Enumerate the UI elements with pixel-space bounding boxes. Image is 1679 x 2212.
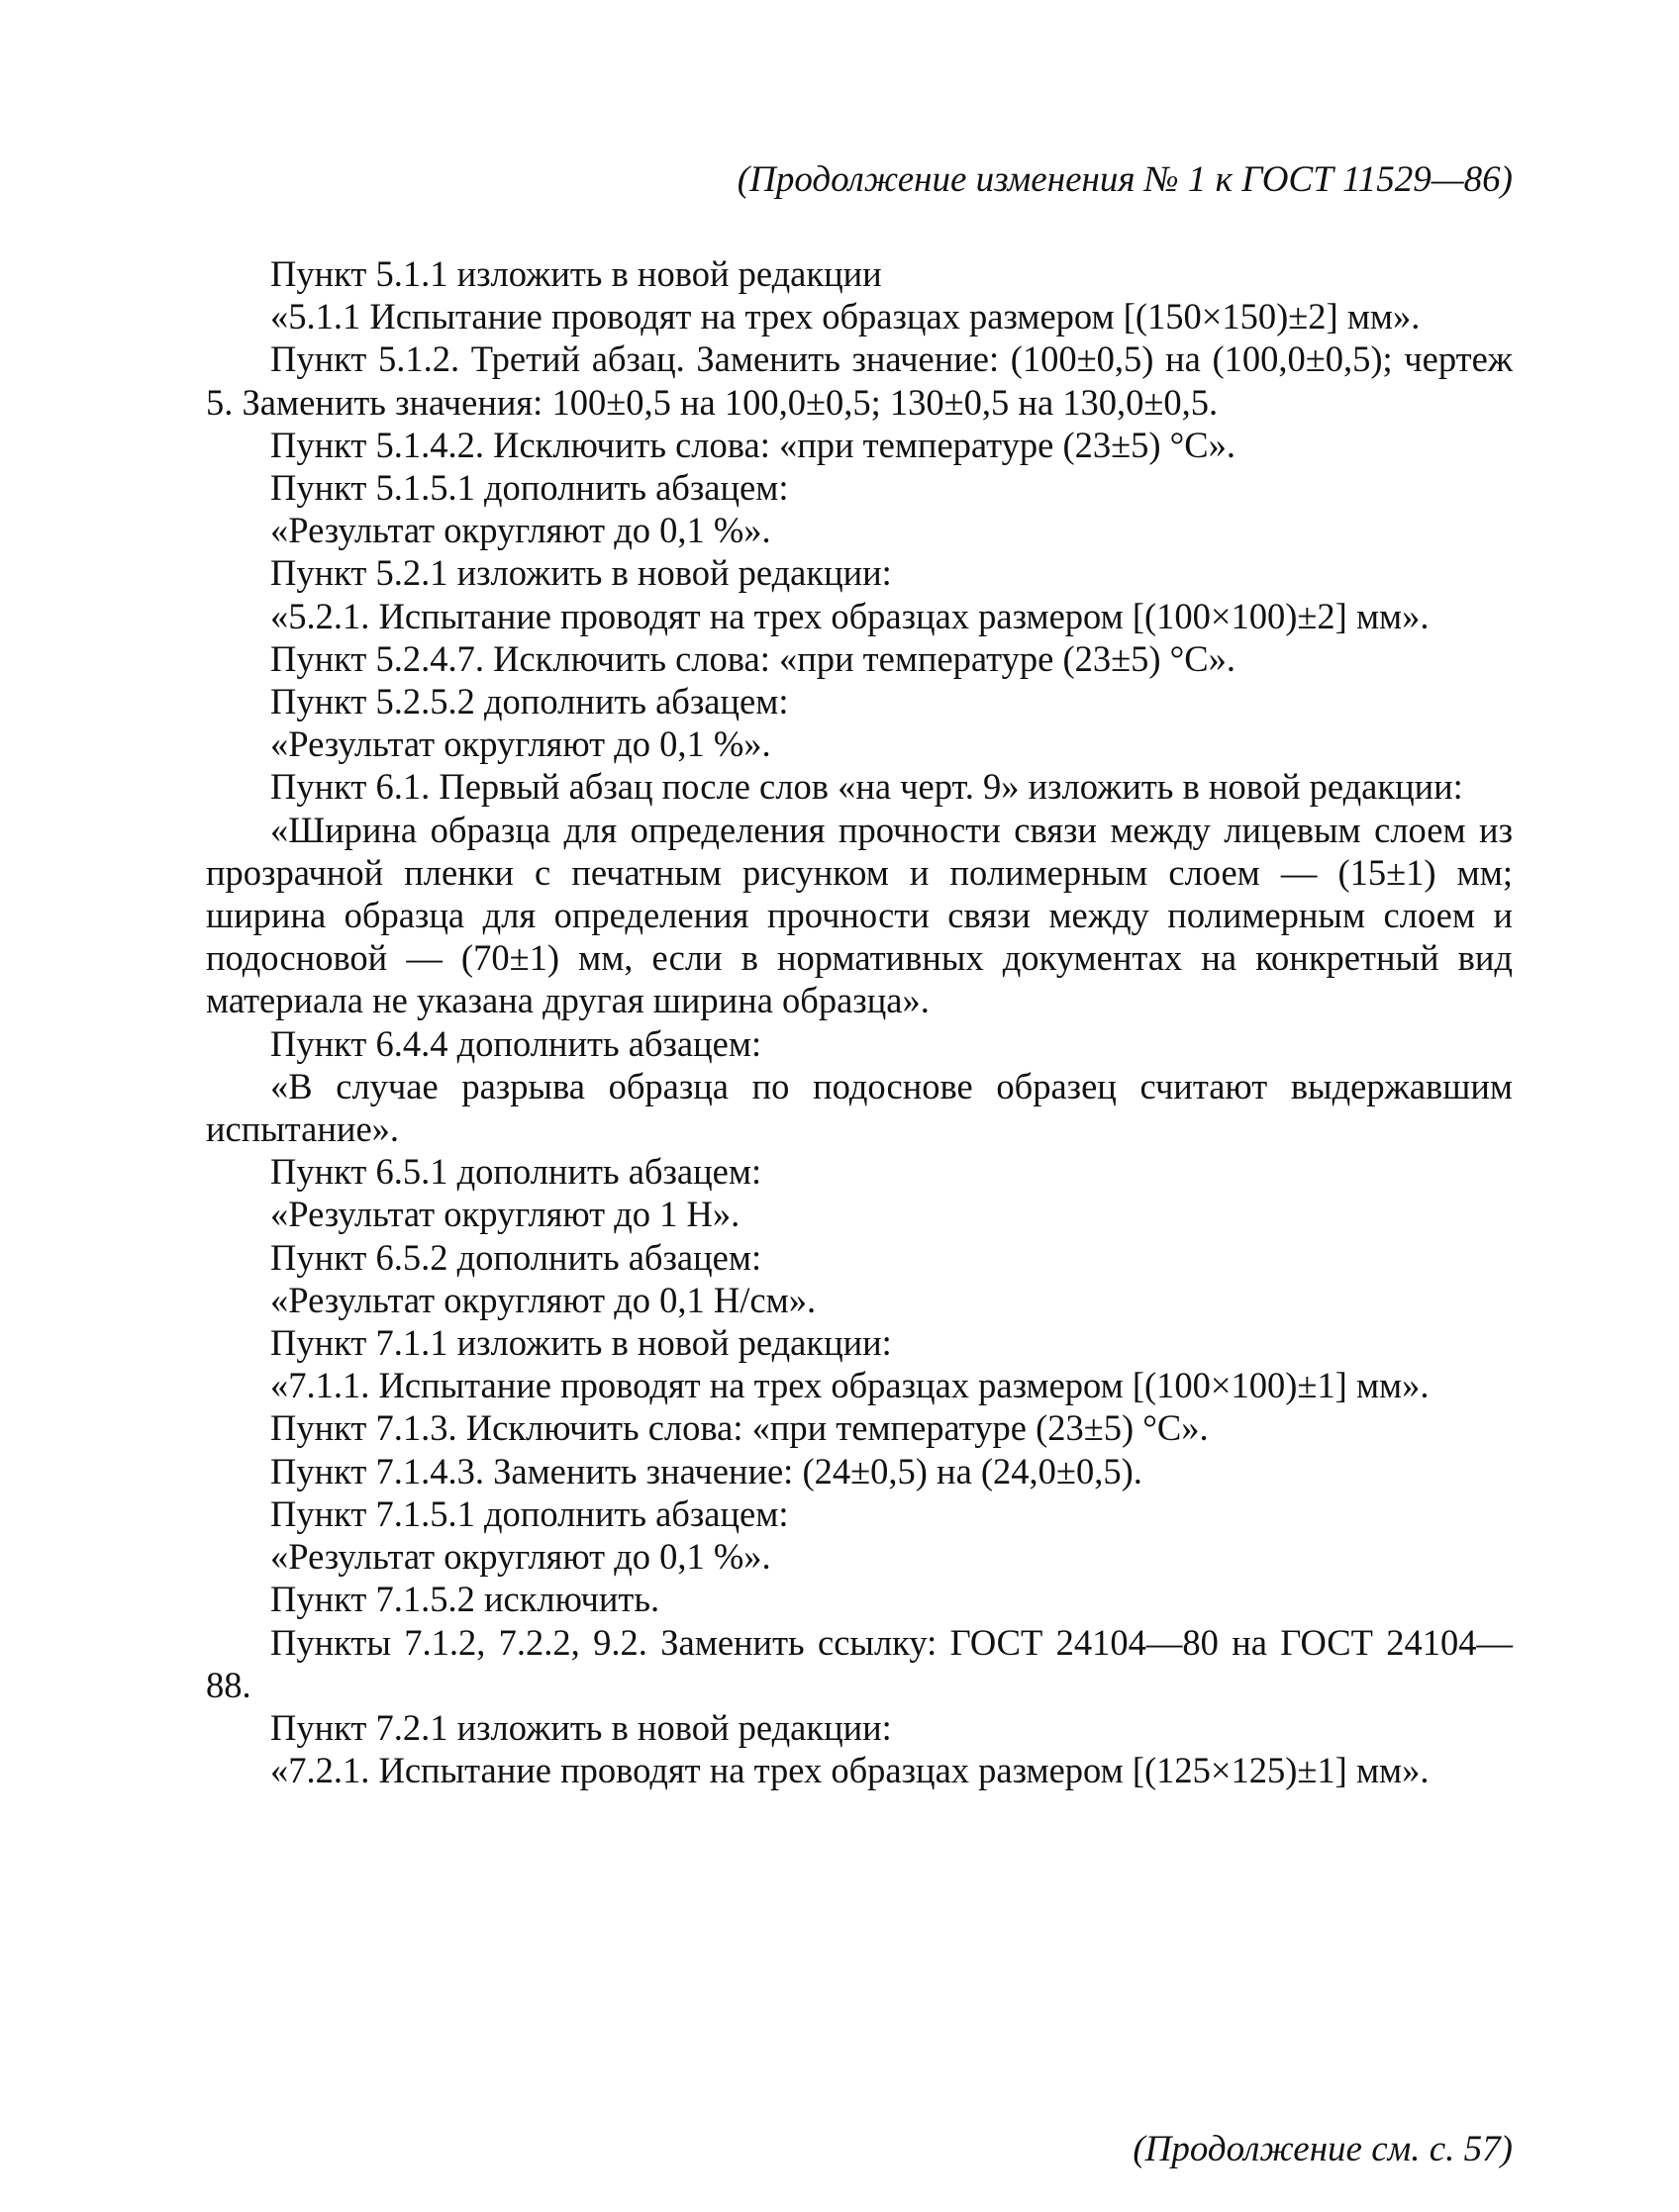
- document-body: [206, 252, 1513, 1791]
- continuation-footer: (Продолжение см. с. 57): [1133, 2129, 1513, 2169]
- quoted-paragraph: «Ширина образца для определения прочности связи между лицевым слоем из прозрачной пленки с печатным рисунком и полимерным слоем — (15±1) мм; ширина образца для определения прочности связи между полимерным слоем и подосновой — (70±1) мм, если в нормативных документах на конкретный вид материала не указана другая ширина образца».: [206, 809, 1513, 1021]
- paragraph: Пункт 7.2.1 изложить в новой редакции:: [270, 1706, 892, 1748]
- paragraph: Пункт 7.1.5.2 исключить.: [270, 1579, 660, 1620]
- quoted-paragraph: «Результат округляют до 0,1 Н/см».: [270, 1279, 817, 1320]
- quoted-paragraph: «Результат округляют до 0,1 %».: [270, 510, 771, 551]
- paragraph: Пункты 7.1.2, 7.2.2, 9.2. Заменить ссылку: ГОСТ 24104—80 на ГОСТ 24104—88.: [206, 1621, 1513, 1705]
- quoted-paragraph: «Результат округляют до 1 Н».: [270, 1194, 741, 1235]
- quoted-paragraph: «Результат округляют до 0,1 %».: [270, 723, 771, 765]
- quoted-paragraph: «7.2.1. Испытание проводят на трех образцах размером [(125×125)±1] мм».: [270, 1750, 1430, 1791]
- paragraph: Пункт 6.1. Первый абзац после слов «на черт. 9» изложить в новой редакции:: [270, 766, 1463, 808]
- paragraph: Пункт 5.1.5.1 дополнить абзацем:: [270, 467, 789, 509]
- paragraph: Пункт 5.2.5.2 дополнить абзацем:: [270, 681, 789, 722]
- quoted-paragraph: «5.2.1. Испытание проводят на трех образцах размером [(100×100)±2] мм».: [270, 595, 1430, 636]
- paragraph: Пункт 5.1.2. Третий абзац. Заменить значение: (100±0,5) на (100,0±0,5); чертеж 5. Заменить значения: 100±0,5 на 100,0±0,5; 130±0,5 на 130,0±0,5.: [206, 338, 1513, 423]
- quoted-paragraph: «В случае разрыва образца по подоснове образец считают выдержавшим испытание».: [206, 1065, 1513, 1150]
- paragraph: Пункт 6.5.1 дополнить абзацем:: [270, 1151, 762, 1193]
- quoted-paragraph: «Результат округляют до 0,1 %».: [270, 1536, 771, 1578]
- paragraph: Пункт 7.1.3. Исключить слова: «при температуре (23±5) °С».: [270, 1407, 1209, 1449]
- paragraph: Пункт 6.5.2 дополнить абзацем:: [270, 1236, 762, 1278]
- quoted-paragraph: «7.1.1. Испытание проводят на трех образцах размером [(100×100)±1] мм».: [270, 1365, 1430, 1406]
- quoted-paragraph: «5.1.1 Испытание проводят на трех образцах размером [(150×150)±2] мм».: [270, 296, 1421, 337]
- paragraph: Пункт 7.1.1 изложить в новой редакции:: [270, 1322, 892, 1364]
- paragraph: Пункт 5.1.1 изложить в новой редакции: [270, 253, 882, 294]
- paragraph: Пункт 6.4.4 дополнить абзацем:: [270, 1022, 762, 1064]
- paragraph: Пункт 5.2.1 изложить в новой редакции:: [270, 552, 892, 594]
- paragraph: Пункт 5.2.4.7. Исключить слова: «при температуре (23±5) °С».: [270, 637, 1235, 679]
- continuation-header: (Продолжение изменения № 1 к ГОСТ 11529—86): [737, 159, 1513, 200]
- paragraph: Пункт 7.1.5.1 дополнить абзацем:: [270, 1492, 789, 1534]
- paragraph: Пункт 5.1.4.2. Исключить слова: «при температуре (23±5) °С».: [270, 424, 1235, 465]
- paragraph: Пункт 7.1.4.3. Заменить значение: (24±0,5) на (24,0±0,5).: [270, 1450, 1142, 1491]
